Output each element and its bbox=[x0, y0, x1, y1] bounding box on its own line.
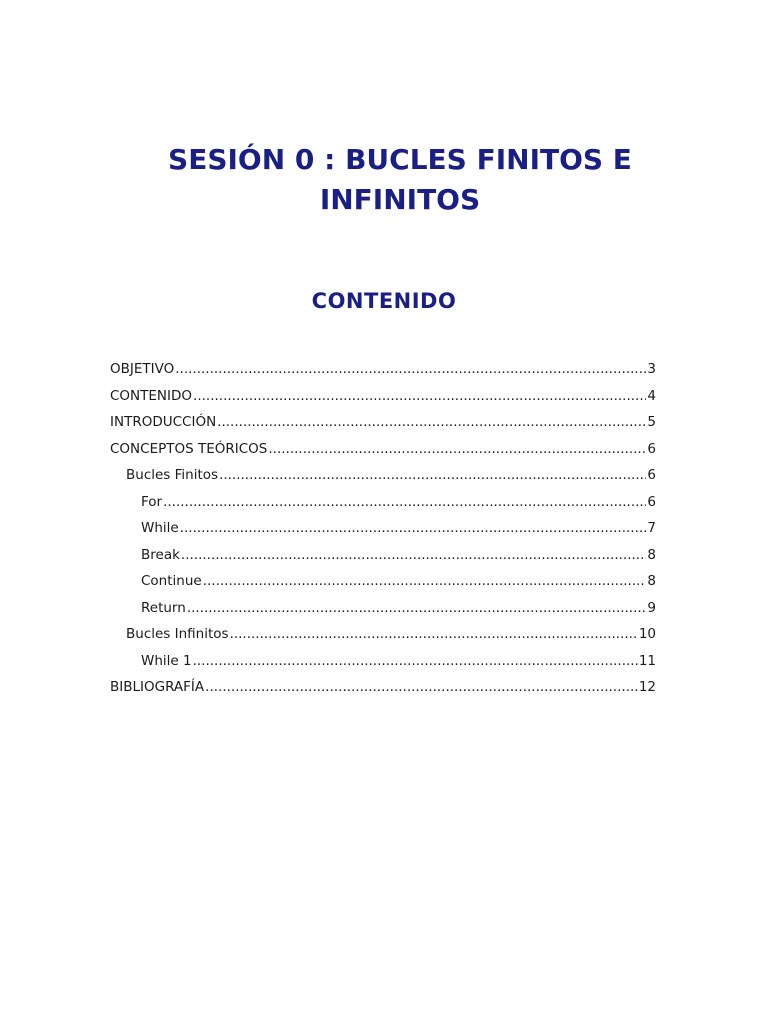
toc-entry[interactable] bbox=[110, 383, 656, 410]
toc-dot-leader bbox=[193, 648, 638, 675]
toc-entry-label: CONCEPTOS TEÓRICOS bbox=[110, 440, 268, 457]
toc-dot-leader bbox=[175, 356, 646, 383]
toc-entry-label: BIBLIOGRAFÍA bbox=[110, 679, 205, 695]
toc-entry-page-number: 9 bbox=[647, 599, 656, 616]
toc-entry-page-number: 11 bbox=[638, 652, 656, 669]
toc-entry-page-number: 4 bbox=[647, 387, 656, 404]
toc-entry[interactable] bbox=[110, 489, 656, 516]
toc-entry-label: INTRODUCCIÓN bbox=[110, 414, 217, 430]
toc-entry[interactable] bbox=[110, 674, 656, 701]
toc-heading: CONTENIDO bbox=[311, 289, 457, 313]
toc-entry[interactable] bbox=[110, 436, 656, 463]
toc-entry-label: For bbox=[141, 493, 163, 510]
toc-dot-leader bbox=[219, 462, 646, 489]
toc-entry-page-number: 8 bbox=[647, 546, 656, 563]
toc-entry-page-number: 6 bbox=[647, 493, 656, 510]
toc-entry-label: Continue bbox=[141, 573, 202, 589]
toc-entry-page-number: 7 bbox=[647, 520, 656, 536]
toc-entry[interactable] bbox=[110, 542, 656, 569]
toc-dot-leader bbox=[205, 674, 638, 701]
toc-dot-leader bbox=[193, 383, 646, 410]
toc-dot-leader bbox=[187, 595, 647, 622]
toc-dot-leader bbox=[180, 515, 647, 542]
toc-entry-label: Break bbox=[141, 546, 180, 563]
toc-entry-label: OBJETIVO bbox=[110, 361, 175, 377]
toc-entry[interactable] bbox=[110, 515, 656, 542]
toc-entry-page-number: 5 bbox=[647, 414, 656, 430]
toc-entry-label: CONTENIDO bbox=[110, 387, 193, 404]
toc-entry-page-number: 6 bbox=[647, 440, 656, 457]
toc-entry-page-number: 3 bbox=[647, 361, 656, 377]
toc-entry-page-number: 6 bbox=[647, 467, 656, 483]
toc-entry-page-number: 10 bbox=[638, 626, 656, 642]
toc-entry[interactable] bbox=[110, 356, 656, 383]
toc-entry[interactable] bbox=[110, 648, 656, 675]
table-of-contents bbox=[110, 356, 656, 701]
toc-entry-page-number: 8 bbox=[647, 573, 656, 589]
toc-entry-label: While 1 bbox=[141, 652, 192, 669]
toc-entry[interactable] bbox=[110, 462, 656, 489]
toc-dot-leader bbox=[163, 489, 646, 516]
toc-entry[interactable] bbox=[110, 595, 656, 622]
toc-entry-label: While bbox=[141, 520, 179, 536]
toc-entry[interactable] bbox=[110, 621, 656, 648]
document-title bbox=[150, 140, 650, 220]
toc-entry[interactable] bbox=[110, 568, 656, 595]
toc-dot-leader bbox=[181, 542, 646, 569]
toc-dot-leader bbox=[217, 409, 646, 436]
toc-entry-label: Bucles Finitos bbox=[126, 467, 219, 483]
toc-dot-leader bbox=[203, 568, 647, 595]
toc-dot-leader bbox=[268, 436, 646, 463]
document-title-line-1: SESIÓN 0 : BUCLES FINITOS E bbox=[168, 143, 632, 176]
toc-entry-page-number: 12 bbox=[638, 679, 656, 695]
toc-entry-label: Return bbox=[141, 599, 186, 616]
toc-entry-label: Bucles Infinitos bbox=[126, 626, 229, 642]
toc-entry[interactable] bbox=[110, 409, 656, 436]
toc-dot-leader bbox=[230, 621, 638, 648]
document-title-line-2: INFINITOS bbox=[319, 183, 481, 216]
